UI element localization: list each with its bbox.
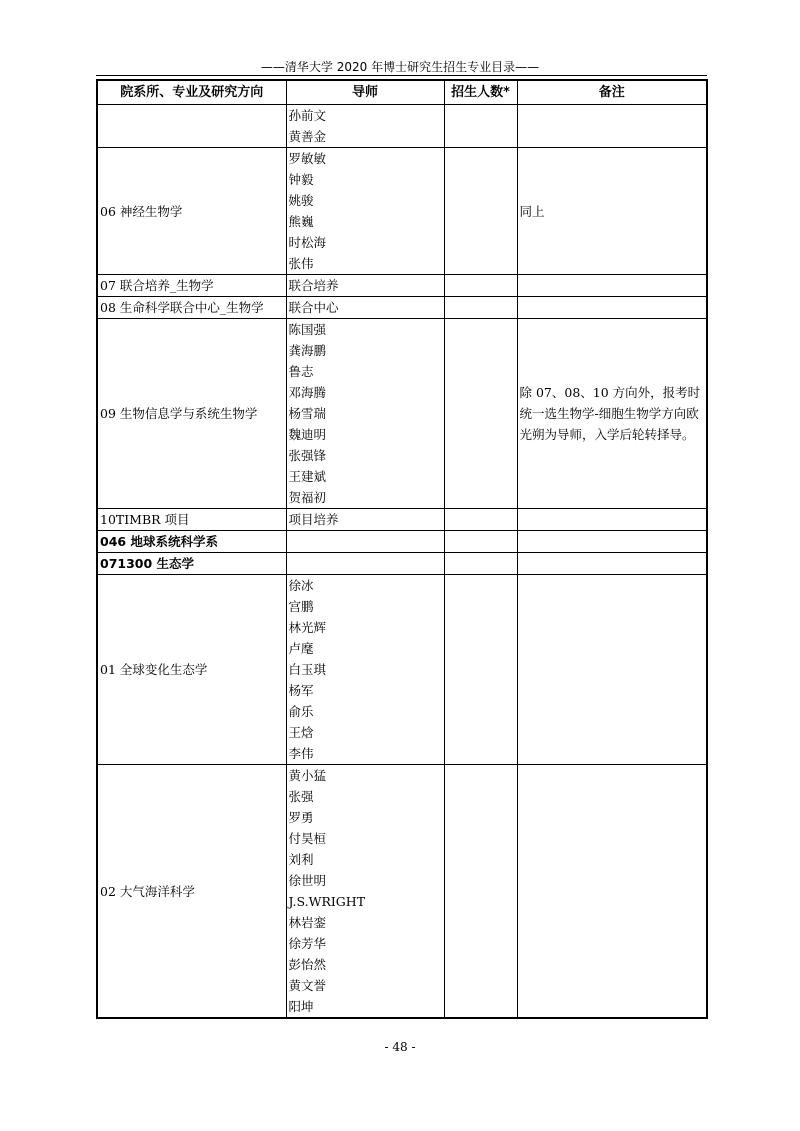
note-cell (517, 765, 707, 1019)
direction-cell: 01 全球变化生态学 (97, 575, 286, 765)
mentor-name: 姚骏 (288, 193, 314, 208)
table-row (97, 531, 707, 553)
catalog-table (96, 79, 708, 1019)
mentor-name: 彭怡然 (288, 957, 327, 972)
table-row (97, 148, 707, 275)
mentor-cell (286, 509, 444, 531)
mentor-name: 林光辉 (288, 620, 327, 635)
mentor-name: 熊巍 (288, 214, 314, 229)
mentor-name: 孙前文 (288, 108, 327, 123)
direction-cell (97, 105, 286, 148)
mentor-name: 罗勇 (288, 810, 314, 825)
mentor-name: 陈国强 (288, 322, 327, 337)
note-cell (517, 531, 707, 553)
mentor-name: 张伟 (288, 256, 314, 271)
quota-cell (444, 105, 517, 148)
quota-cell (444, 297, 517, 319)
mentor-name: 白玉琪 (288, 662, 327, 677)
quota-cell (444, 531, 517, 553)
mentor-name: 张强锋 (288, 448, 327, 463)
mentor-name: 杨军 (288, 683, 314, 698)
mentor-name: 徐冰 (288, 578, 314, 593)
direction-cell: 06 神经生物学 (97, 148, 286, 275)
mentor-name: 李伟 (288, 746, 314, 761)
mentor-cell (286, 531, 444, 553)
mentor-name: 俞乐 (288, 704, 314, 719)
direction-cell: 09 生物信息学与系统生物学 (97, 319, 286, 509)
table-row (97, 575, 707, 765)
note-cell (517, 553, 707, 575)
mentor-name: 钟毅 (288, 172, 314, 187)
column-header: 招生人数* (444, 80, 517, 105)
mentor-name: 黄文誉 (288, 978, 327, 993)
table-header-row (97, 80, 707, 105)
column-header: 院系所、专业及研究方向 (97, 80, 286, 105)
mentor-name: 黄小猛 (288, 768, 327, 783)
table-row (97, 319, 707, 509)
direction-cell: 071300 生态学 (97, 553, 286, 575)
mentor-name: 鲁志 (288, 364, 314, 379)
mentor-name: 龚海鹏 (288, 343, 327, 358)
mentor-name: 徐世明 (288, 873, 327, 888)
table-row (97, 553, 707, 575)
mentor-name: 魏迪明 (288, 427, 327, 442)
table-row (97, 765, 707, 1019)
mentor-name: 贺福初 (288, 490, 327, 505)
mentor-cell (286, 297, 444, 319)
page-header: ——清华大学 2020 年博士研究生招生专业目录—— (260, 60, 540, 74)
mentor-cell (286, 148, 444, 275)
quota-cell (444, 553, 517, 575)
mentor-name: 时松海 (288, 235, 327, 250)
quota-cell (444, 575, 517, 765)
mentor-name: 王建斌 (288, 469, 327, 484)
quota-cell (444, 148, 517, 275)
direction-cell: 08 生命科学联合中心_生物学 (97, 297, 286, 319)
mentor-name: 卢麾 (288, 641, 314, 656)
mentor-name: 邓海腾 (288, 385, 327, 400)
quota-cell (444, 509, 517, 531)
quota-cell (444, 765, 517, 1019)
note-cell (517, 575, 707, 765)
mentor-name: 阳坤 (288, 999, 314, 1014)
mentor-name: 徐芳华 (288, 936, 327, 951)
direction-cell: 10TIMBR 项目 (97, 509, 286, 531)
mentor-name: 罗敏敏 (288, 151, 327, 166)
note-cell: 同上 (517, 148, 707, 275)
mentor-cell (286, 275, 444, 297)
quota-cell (444, 275, 517, 297)
mentor-name: 联合中心 (288, 300, 339, 315)
mentor-name: 项目培养 (288, 512, 339, 527)
column-header: 备注 (517, 80, 707, 105)
mentor-name: 张强 (288, 789, 314, 804)
quota-cell (444, 319, 517, 509)
mentor-name: 刘利 (288, 852, 314, 867)
table-body (97, 105, 707, 1019)
table-row (97, 105, 707, 148)
mentor-cell (286, 319, 444, 509)
table-row (97, 275, 707, 297)
header-rule (96, 75, 707, 76)
mentor-cell (286, 105, 444, 148)
mentor-cell (286, 765, 444, 1019)
note-cell: 除 07、08、10 方向外，报考时统一选生物学-细胞生物学方向欧光朔为导师，入学后轮转择导。 (517, 319, 707, 509)
mentor-name: J.S.WRIGHT (288, 894, 366, 909)
direction-cell: 02 大气海洋科学 (97, 765, 286, 1019)
direction-cell: 046 地球系统科学系 (97, 531, 286, 553)
mentor-cell (286, 553, 444, 575)
note-cell (517, 297, 707, 319)
mentor-name: 联合培养 (288, 278, 339, 293)
table-row (97, 509, 707, 531)
note-cell (517, 105, 707, 148)
mentor-name: 杨雪瑞 (288, 406, 327, 421)
mentor-name: 林岩銮 (288, 915, 327, 930)
mentor-name: 王焓 (288, 725, 314, 740)
note-cell (517, 275, 707, 297)
mentor-name: 付昊桓 (288, 831, 327, 846)
mentor-name: 宫鹏 (288, 599, 314, 614)
mentor-name: 黄善金 (288, 129, 327, 144)
mentor-cell (286, 575, 444, 765)
table-row (97, 297, 707, 319)
direction-cell: 07 联合培养_生物学 (97, 275, 286, 297)
note-cell (517, 509, 707, 531)
column-header: 导师 (286, 80, 444, 105)
page-number: - 48 - (384, 1040, 416, 1054)
